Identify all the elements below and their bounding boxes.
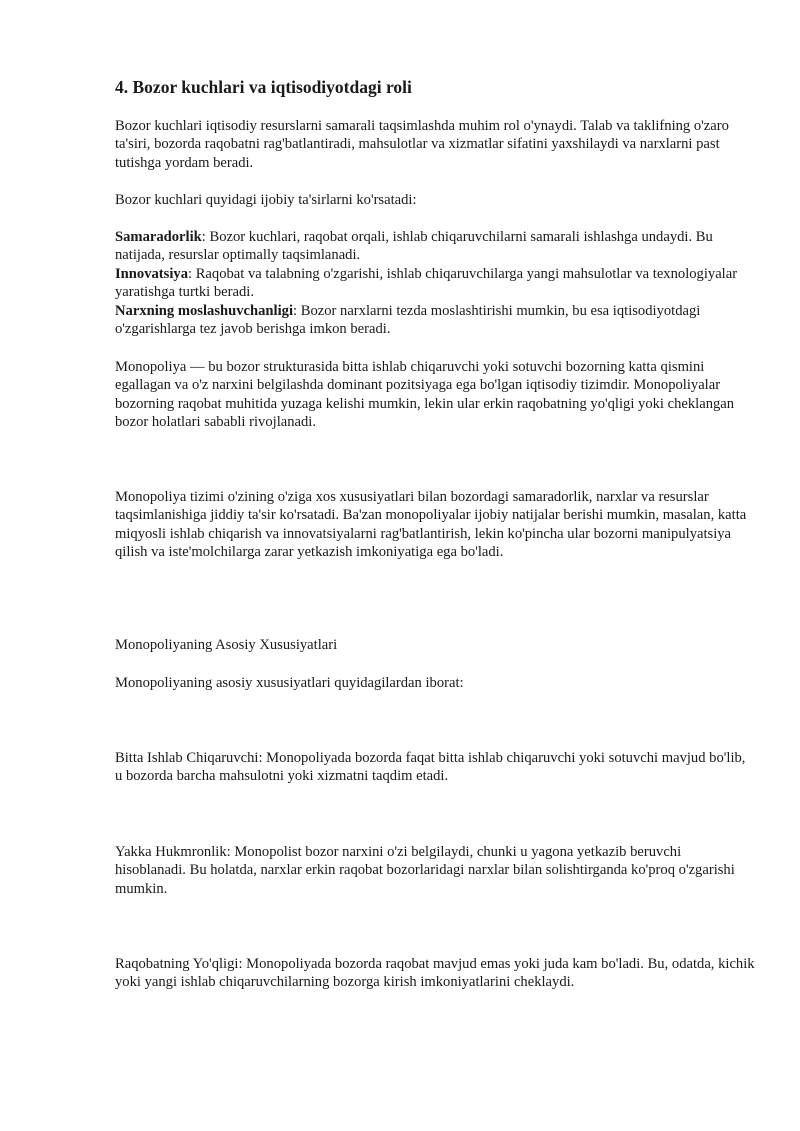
feature-item-single-producer: Bitta Ishlab Chiqaruvchi: Monopoliyada bozorda faqat bitta ishlab chiqaruvchi yoki sotuvchi mavjud bo'lib, u bozorda barcha mahsulotni yoki xizmatni taqdim etadi. [115, 750, 746, 785]
effect-item-price-flexibility [115, 302, 755, 339]
effect-text: : Raqobat va talabning o'zgarishi, ishlab chiqaruvchilarga yangi mahsulotlar va texnologiyalar yaratishga turtki beradi. [115, 265, 738, 301]
feature-item-sole-dominance: Yakka Hukmronlik: Monopolist bozor narxini o'zi belgilaydi, chunki u yagona yetkazib beruvchi hisoblanadi. Bu holatda, narxlar erkin raqobat bozorlaridagi narxlar bilan solishtirganda ko'proq o'zgarishi mumkin. [115, 844, 735, 897]
intro-paragraph: Bozor kuchlari iqtisodiy resurslarni samarali taqsimlashda muhim rol o'ynaydi. Talab va taklifning o'zaro ta'siri, bozorda raqobatni rag'batlantiradi, mahsulotlar va xizmatlar sifatini yaxshilaydi va narxlarni past tutishga yordam beradi. [115, 118, 729, 171]
effects-list [115, 228, 755, 338]
effect-item-efficiency [115, 228, 755, 265]
monopoly-definition-paragraph: Monopoliya — bu bozor strukturasida bitta ishlab chiqaruvchi yoki sotuvchi bozorning katta qismini egallagan va o'z narxini belgilashda dominant pozitsiyaga ega bo'lgan iqtisodiy tizimdir. Monopoliyalar bozorning raqobat muhitida yuzaga kelishi mumkin, lekin ular erkin raqobatning yo'qligi yoki cheklangan bozor holatlari sababli rivojlanadi. [115, 359, 735, 431]
effect-term: Innovatsiya [115, 265, 188, 282]
effect-term: Narxning moslashuvchanligi [115, 302, 294, 319]
features-intro: Monopoliyaning asosiy xususiyatlari quyidagilardan iborat: [115, 675, 464, 691]
features-title: Monopoliyaning Asosiy Xususiyatlari [115, 637, 338, 653]
section-heading: 4. Bozor kuchlari va iqtisodiyotdagi roli [115, 77, 412, 97]
effect-term: Samaradorlik [115, 229, 202, 245]
effect-text: : Bozor kuchlari, raqobat orqali, ishlab chiqaruvchilarni samarali ishlashga undaydi. Bu natijada, resurslar optimally taqsimlanadi. [115, 229, 713, 264]
effect-text: : Bozor narxlarni tezda moslashtirishi mumkin, bu esa iqtisodiyotdagi o'zgarishlarga tez javob berishga imkon beradi. [115, 302, 701, 338]
effect-item-innovation [115, 265, 755, 302]
feature-item-no-competition: Raqobatning Yo'qligi: Monopoliyada bozorda raqobat mavjud emas yoki juda kam bo'ladi. Bu, odatda, kichik yoki yangi ishlab chiqaruvchilarning bozorga kirish imkoniyatlarini cheklaydi. [115, 956, 755, 991]
monopoly-impact-paragraph: Monopoliya tizimi o'zining o'ziga xos xususiyatlari bilan bozordagi samaradorlik, narxlar va resurslar taqsimlanishiga jiddiy ta'sir ko'rsatadi. Ba'zan monopoliyalar ijobiy natijalar berishi mumkin, masalan, katta miqyosli ishlab chiqarish va innovatsiyalarni rag'batlantirish, lekin ko'pincha ular bozorni manipulyatsiya qilish va iste'molchilarga zarar yetkazish imkoniyatiga ega bo'ladi. [115, 489, 747, 561]
positive-effects-intro: Bozor kuchlari quyidagi ijobiy ta'sirlarni ko'rsatadi: [115, 192, 417, 208]
